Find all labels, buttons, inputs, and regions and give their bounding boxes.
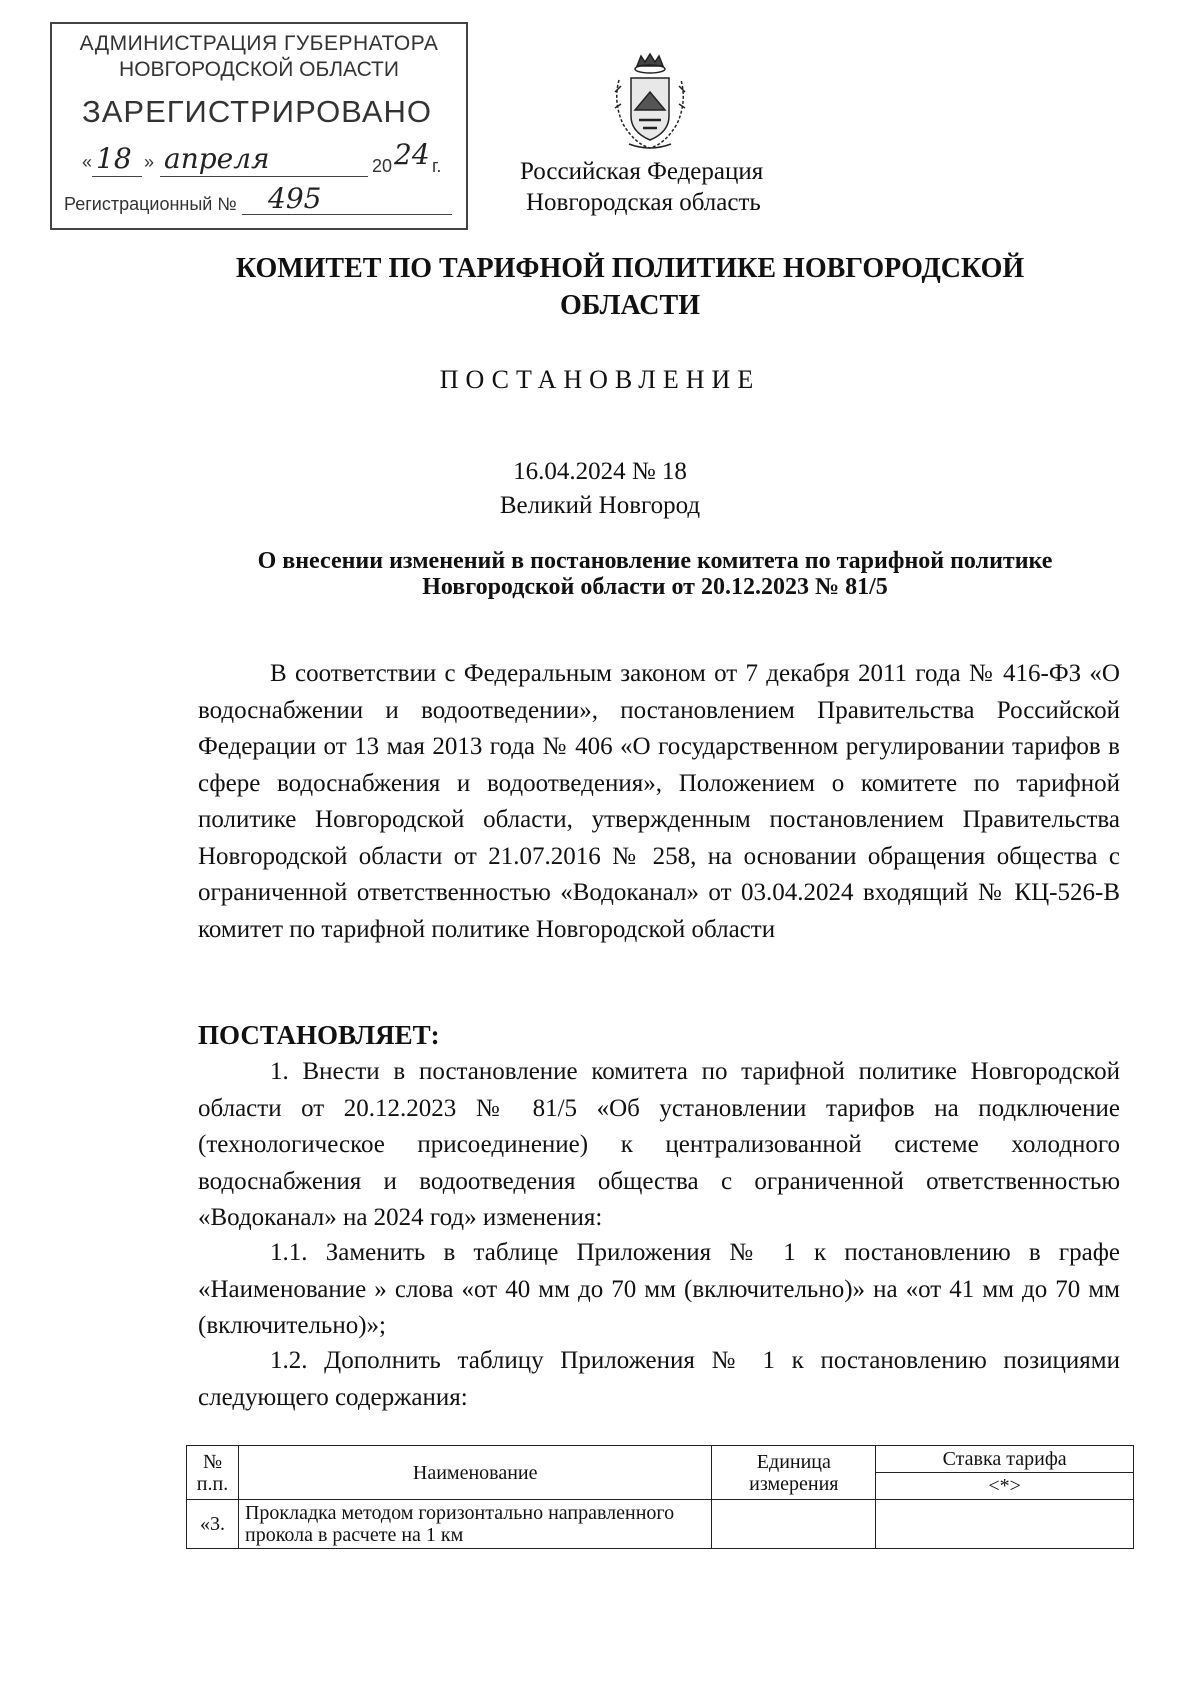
stamp-line-2: НОВГОРОДСКОЙ ОБЛАСТИ	[119, 58, 399, 81]
decree-heading: ПОСТАНОВЛЯЕТ:	[198, 1020, 440, 1050]
document-date-number: 16.04.2024 № 18	[513, 458, 687, 485]
item-1-1-paragraph: 1.1. Заменить в таблице Приложения № 1 к постановлению в графе «Наименование » слова «от 40 мм до 70 мм (включительно)» на «от 41 мм до 70 мм (включительно)»;	[198, 1239, 1120, 1339]
row-name: Прокладка методом горизонтально направленного прокола в расчете на 1 км	[238, 1500, 711, 1549]
item-1-2-paragraph: 1.2. Дополнить таблицу Приложения № 1 к постановлению позициями следующего содержания:	[198, 1347, 1120, 1411]
stamp-reg-label: Регистрационный №	[64, 194, 237, 214]
header-rate: Ставка тарифа	[876, 1446, 1134, 1473]
stamp-registered: ЗАРЕГИСТРИРОВАНО	[82, 94, 433, 129]
document-city: Великий Новгород	[499, 492, 701, 519]
row-rate	[876, 1500, 1134, 1549]
stamp-line-1: АДМИНИСТРАЦИЯ ГУБЕРНАТОРА	[79, 32, 439, 55]
org-country: Российская Федерация	[520, 158, 764, 185]
month-underline	[160, 176, 368, 177]
table-row	[187, 1500, 1134, 1549]
header-unit: Единица измерения	[712, 1446, 876, 1500]
committee-title: КОМИТЕТ ПО ТАРИФНОЙ ПОЛИТИКЕ НОВГОРОДСКОЙ ОБЛАСТИ	[235, 253, 1025, 321]
coat-of-arms-icon	[605, 52, 695, 152]
preamble-paragraph: В соответствии с Федеральным законом от 7 декабря 2011 года № 416-ФЗ «О водоснабжении и водоотведении», постановлением Правительства Российской Федерации от 13 мая 2013 года № 406 «О государственном регулировании тарифов в сфере водоснабжения и водоотведения», Положением о комитете по тарифной политике Новгородской области, утвержденным постановлением Правительства Новгородской области от 21.07.2016 № 258, на основании обращения общества с ограниченной ответственностью «Водоканал» от 03.04.2024 входящий № КЦ-526-В комитет по тарифной политике Новгородской области	[198, 660, 1120, 943]
document-type: ПОСТАНОВЛЕНИЕ	[439, 365, 761, 394]
document-subject: О внесении изменений в постановление комитета по тарифной политике Новгородской области от 20.12.2023 № 81/5	[257, 548, 1053, 600]
stamp-month: апреля	[164, 142, 270, 175]
stamp-day: 18	[96, 142, 132, 175]
header-name: Наименование	[238, 1446, 711, 1500]
stamp-year-prefix: 20	[372, 156, 393, 176]
reg-underline	[242, 214, 452, 215]
stamp-date-row	[82, 138, 452, 182]
quote-mark: «	[82, 152, 93, 172]
header-rate-note: <*>	[876, 1473, 1134, 1500]
registration-stamp	[50, 22, 468, 230]
header-no	[187, 1446, 239, 1500]
header-no-line1: №	[202, 1450, 223, 1473]
stamp-year-unit: г.	[432, 156, 442, 176]
row-unit	[712, 1500, 876, 1549]
table-header-row	[187, 1446, 1134, 1473]
row-no: «3.	[187, 1500, 239, 1549]
header-no-line2: п.п.	[196, 1472, 229, 1495]
quote-mark: »	[144, 152, 155, 172]
day-underline	[92, 176, 142, 177]
tariff-table	[186, 1445, 1134, 1549]
item-1-paragraph: 1. Внести в постановление комитета по тарифной политике Новгородской области от 20.12.2023 № 81/5 «Об установлении тарифов на подключение (технологическое присоединение) к централизованной системе холодного водоснабжения и водоотведения общества с ограниченной ответственностью «Водоканал» на 2024 год» изменения:	[198, 1058, 1120, 1231]
stamp-reg-number: 495	[268, 182, 322, 215]
stamp-year-suffix: 24	[394, 138, 430, 171]
org-region: Новгородская область	[526, 189, 761, 216]
